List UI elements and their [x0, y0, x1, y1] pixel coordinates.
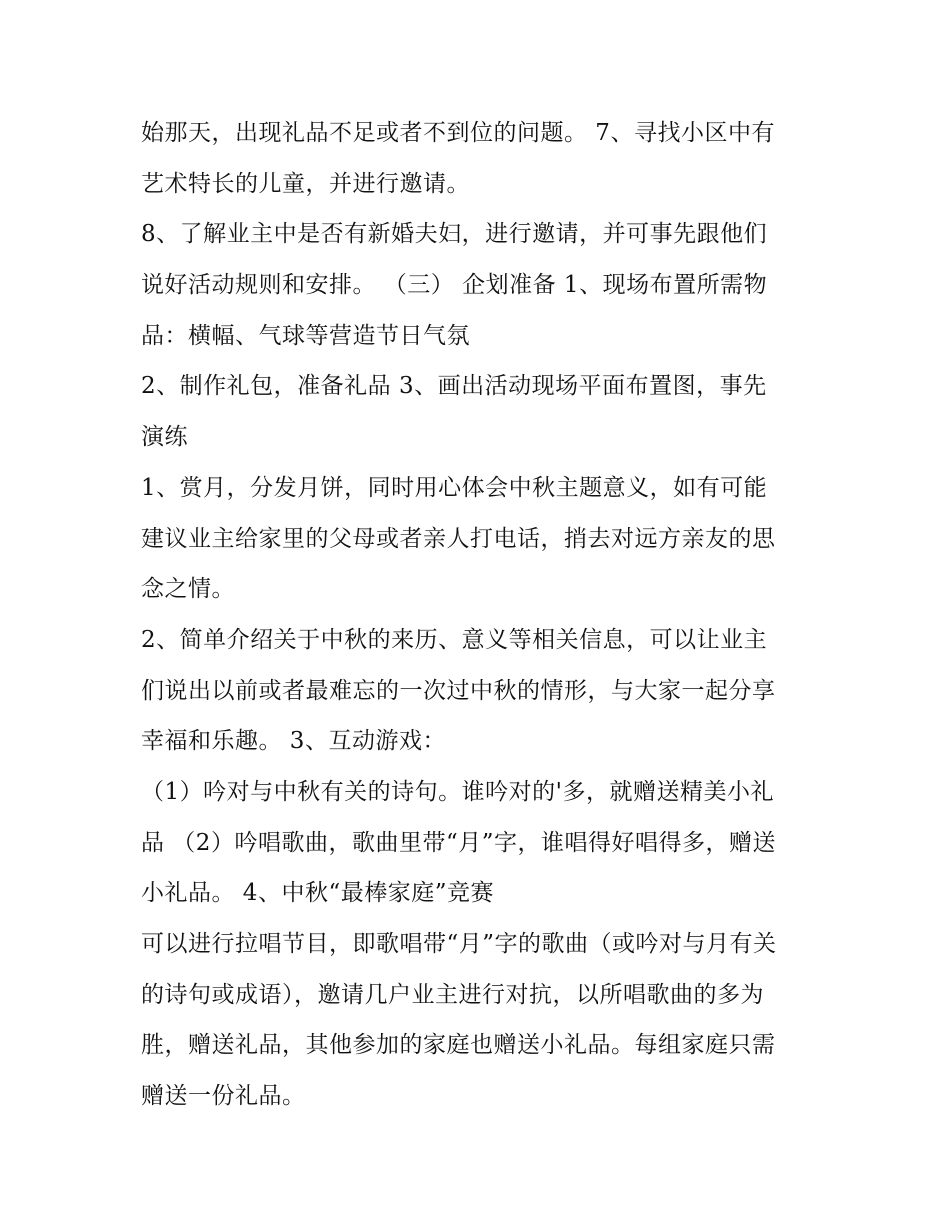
text-line-3: 8、了解业主中是否有新婚夫妇，进行邀请，并可事先跟他们: [141, 221, 768, 248]
text-line-7: 演练: [141, 424, 188, 451]
text-line-9: 建议业主给家里的父母或者亲人打电话，捎去对远方亲友的思: [141, 525, 776, 552]
text-line-16: 小礼品。 4、中秋“最棒家庭”竞赛: [141, 880, 494, 907]
text-line-2: 艺术特长的儿童，并进行邀请。: [141, 170, 470, 197]
text-line-1: 始那天，出现礼品不足或者不到位的问题。 7、寻找小区中有: [141, 120, 775, 146]
text-line-4: 说好活动规则和安排。 （三） 企划准备 1、现场布置所需物: [141, 272, 768, 299]
text-line-14: （1）吟对与中秋有关的诗句。谁吟对的'多，就赠送精美小礼: [141, 778, 774, 805]
text-line-17: 可以进行拉唱节目，即歌唱带“月”字的歌曲（或吟对与月有关: [141, 931, 777, 957]
text-line-5: 品：横幅、气球等营造节日气氛: [141, 322, 470, 349]
text-line-18: 的诗句或成语），邀请几户业主进行对抗，以所唱歌曲的多为: [141, 981, 764, 1008]
document-body: [141, 108, 821, 1122]
text-line-13: 幸福和乐趣。 3、互动游戏：: [141, 728, 446, 755]
text-line-10: 念之情。: [141, 576, 235, 603]
text-line-19: 胜，赠送礼品，其他参加的家庭也赠送小礼品。每组家庭只需: [141, 1032, 776, 1059]
text-line-15: 品 （2）吟唱歌曲，歌曲里带“月”字，谁唱得好唱得多，赠送: [141, 829, 776, 856]
text-line-11: 2、简单介绍关于中秋的来历、意义等相关信息，可以让业主: [141, 626, 768, 653]
text-line-20: 赠送一份礼品。: [141, 1083, 306, 1110]
text-line-12: 们说出以前或者最难忘的一次过中秋的情形，与大家一起分享: [141, 677, 776, 704]
text-line-6: 2、制作礼包，准备礼品 3、画出活动现场平面布置图，事先: [141, 373, 767, 400]
text-line-8: 1、赏月，分发月饼，同时用心体会中秋主题意义，如有可能: [141, 474, 768, 501]
